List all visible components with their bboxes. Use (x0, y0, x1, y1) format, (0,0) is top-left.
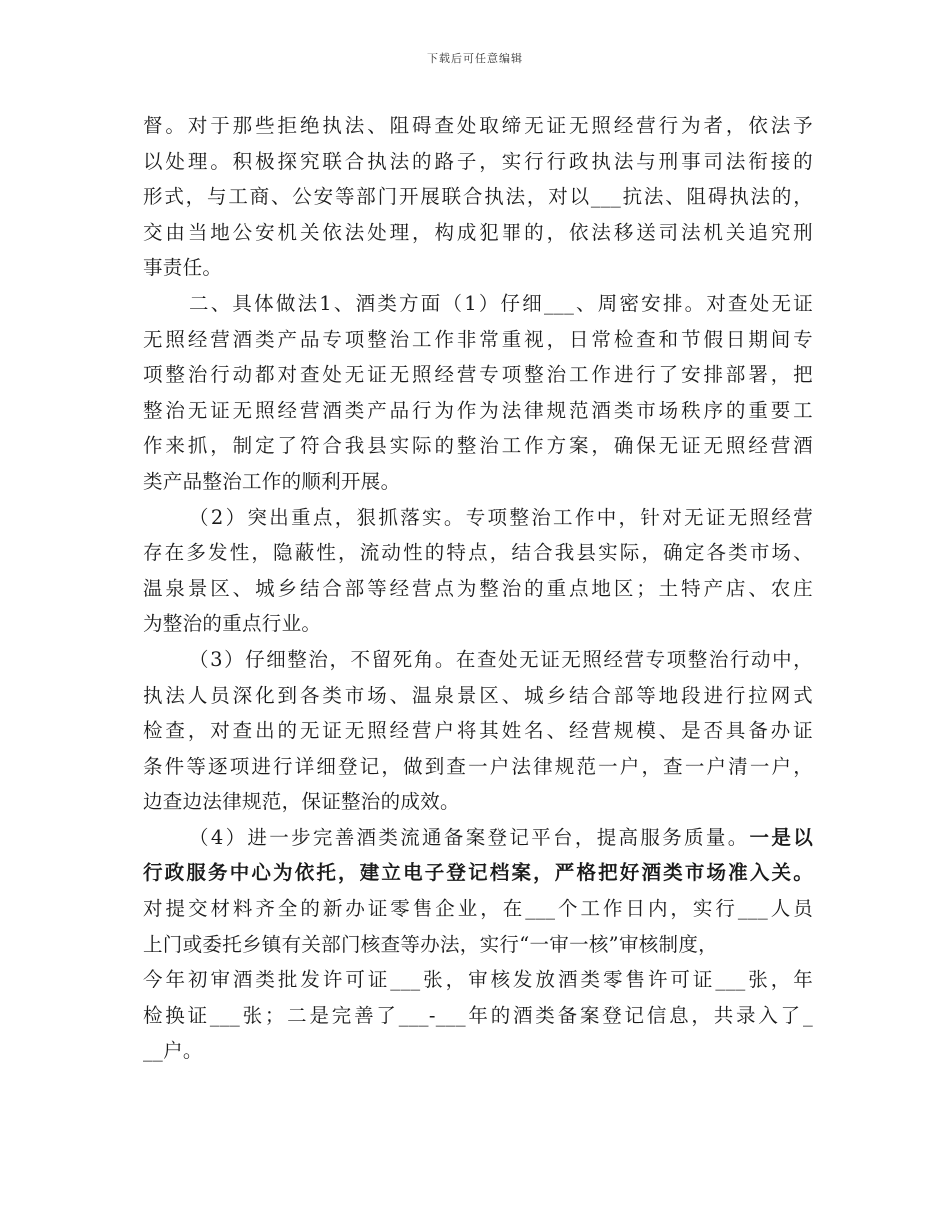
text-line: 今年初审酒类批发许可证___张，审核发放酒类零售许可证___张，年 (143, 968, 813, 992)
text-line: 上门或委托乡镇有关部门核查等办法，实行“一审一核”审核制度， (143, 932, 718, 956)
document-body (143, 108, 813, 1069)
text-line: 对提交材料齐全的新办证零售企业，在___个工作日内，实行___人员 (143, 897, 813, 921)
text-line: 以处理。积极探究联合执法的路子，实行行政执法与刑事司法衔接的 (143, 149, 813, 173)
text-segment: （4）进一步完善酒类流通备案登记平台，提高服务质量。 (189, 825, 750, 849)
text-line: 二、具体做法1、酒类方面（1）仔细___、周密安排。对查处无证 (189, 291, 813, 315)
text-line: 条件等逐项进行详细登记，做到查一户法律规范一户，查一户清一户， (143, 754, 813, 778)
text-line (143, 820, 813, 856)
text-line: 整治无证无照经营酒类产品行为作为法律规范酒类市场秩序的重要工 (143, 398, 813, 422)
text-line: （2）突出重点，狠抓落实。专项整治工作中，针对无证无照经营 (189, 505, 813, 529)
text-line: 为整治的重点行业。 (143, 612, 322, 636)
paragraph-3 (143, 500, 813, 642)
text-line: 温泉景区、城乡结合部等经营点为整治的重点地区；土特产店、农庄 (143, 576, 813, 600)
text-line: __户。 (143, 1039, 203, 1063)
paragraph-2 (143, 286, 813, 500)
text-line: 形式，与工商、公安等部门开展联合执法，对以___抗法、阻碍执法的， (143, 185, 813, 209)
text-line: 事责任。 (143, 256, 223, 280)
text-line: 存在多发性，隐蔽性，流动性的特点，结合我县实际，确定各类市场、 (143, 541, 813, 565)
text-line: 执法人员深化到各类市场、温泉景区、城乡结合部等地段进行拉网式 (143, 683, 813, 707)
bold-text-segment: 一是以 (749, 825, 813, 849)
text-line: 检查，对查出的无证无照经营户将其姓名、经营规模、是否具备办证 (143, 719, 813, 743)
text-line: 类产品整治工作的顺利开展。 (143, 469, 401, 493)
paragraph-1 (143, 108, 813, 286)
text-line: 交由当地公安机关依法处理，构成犯罪的，依法移送司法机关追究刑 (143, 220, 813, 244)
text-line: 项整治行动都对查处无证无照经营专项整治工作进行了安排部署，把 (143, 363, 813, 387)
text-line: （3）仔细整治，不留死角。在查处无证无照经营专项整治行动中， (189, 647, 813, 671)
text-line: 督。对于那些拒绝执法、阻碍查处取缔无证无照经营行为者，依法予 (143, 114, 813, 137)
bold-text-line: 行政服务中心为依托，建立电子登记档案，严格把好酒类市场准入关。 (143, 861, 813, 885)
text-line: 无照经营酒类产品专项整治工作非常重视，日常检查和节假日期间专 (143, 327, 813, 351)
paragraph-4 (143, 642, 813, 820)
text-line: 边查边法律规范，保证整治的成效。 (143, 790, 460, 814)
page-header: 下载后可任意编辑 (427, 52, 523, 65)
text-line: 检换证___张；二是完善了___-___年的酒类备案登记信息，共录入了_ (143, 1003, 813, 1027)
text-line: 作来抓，制定了符合我县实际的整治工作方案，确保无证无照经营酒 (143, 434, 813, 458)
paragraph-5 (143, 820, 813, 1069)
